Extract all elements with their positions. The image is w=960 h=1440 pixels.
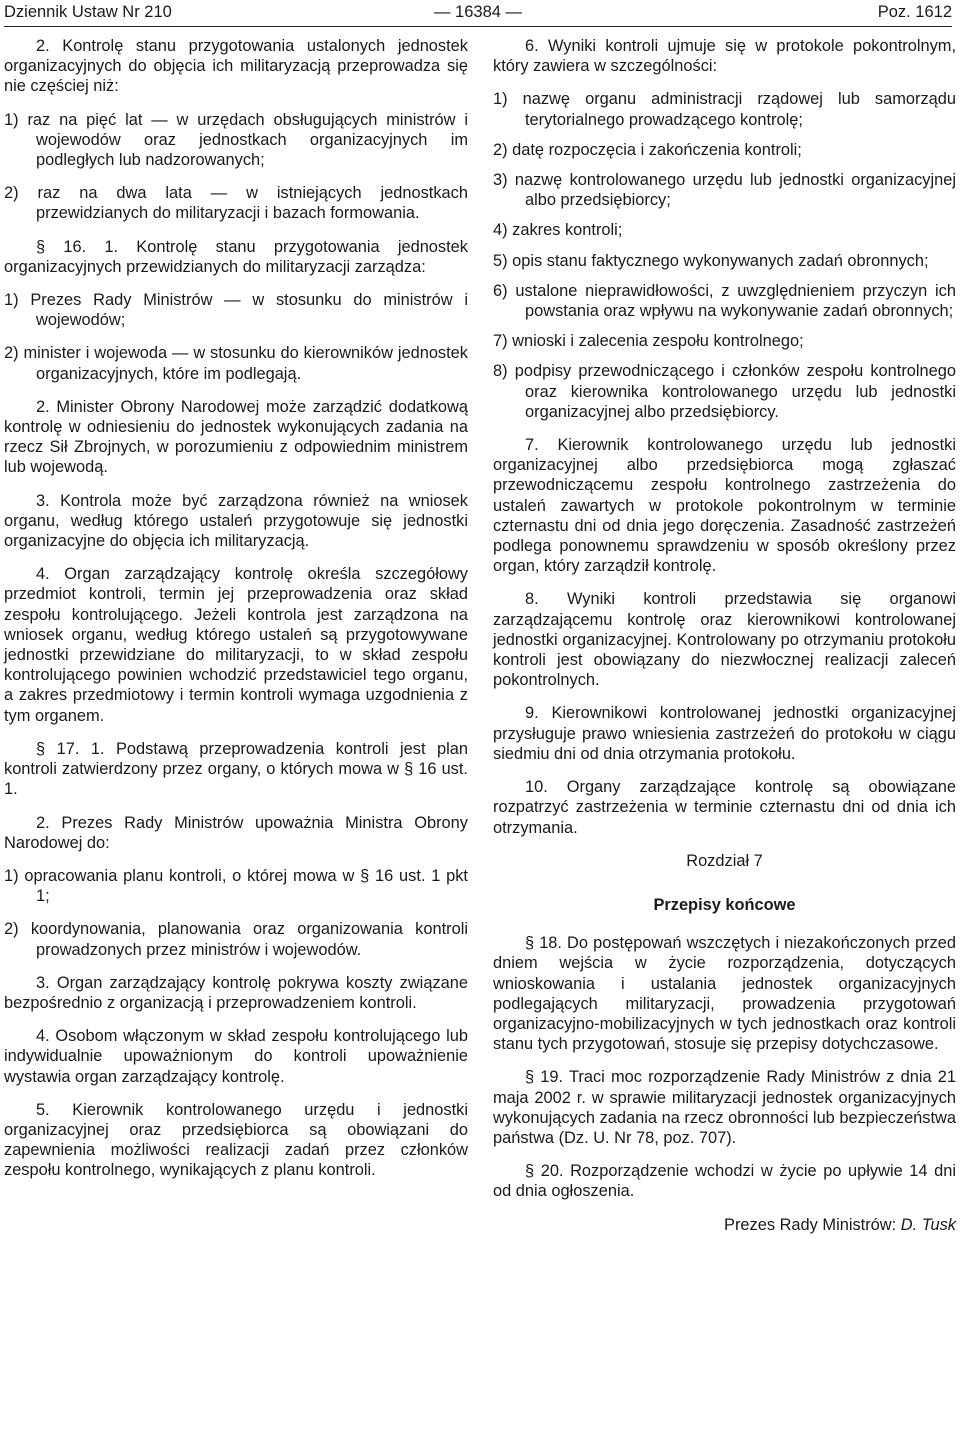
paragraph-16-2b: 2. Minister Obrony Narodowej może zarządzić dodatkową kontrolę w odniesieniu do jednostek wykonujących zadania na rzecz Sił Zbrojnych, w porozumieniu z odpowiednim ministrem lub wojewodą.: [4, 397, 468, 477]
chapter-heading: Rozdział 7: [686, 851, 763, 870]
list-item: 8) podpisy przewodniczącego i członków zespołu kontrolnego oraz kierownika kontrolowanego urzędu lub jednostki organizacyjnej albo przedsiębiorcy.: [493, 362, 956, 421]
left-column: [4, 36, 468, 1194]
page-header: [4, 0, 952, 28]
section-16-1: § 16. 1. Kontrolę stanu przygotowania jednostek organizacyjnych przewidzianych do militaryzacji zarządza:: [4, 237, 468, 276]
list-item: 2) datę rozpoczęcia i zakończenia kontroli;: [493, 140, 802, 159]
list-item: 1) nazwę organu administracji rządowej lub samorządu terytorialnego prowadzącego kontrolę;: [493, 90, 956, 129]
paragraph-17-7: 7. Kierownik kontrolowanego urzędu lub jednostki organizacyjnej albo przedsiębiorca mogą zgłaszać przewodniczącemu zespołu kontrolnego zastrzeżenia do ustaleń zawartych w protokole pokontrolnym w terminie czternastu dni od dnia jego doręczenia. Zasadność zastrzeżeń podlega ponownemu sprawdzeniu w sposób określony przez organ, który zarządził kontrolę.: [493, 436, 956, 576]
paragraph-16-2: 2. Kontrolę stanu przygotowania ustalonych jednostek organizacyjnych do objęcia ich militaryzacją przeprowadza się nie częściej niż:: [4, 37, 468, 96]
list-item: 1) raz na pięć lat — w urzędach obsługujących ministrów i wojewodów oraz jednostkach organizacyjnych im podległych lub nadzorowanych;: [4, 110, 468, 170]
section-19: § 19. Traci moc rozporządzenie Rady Ministrów z dnia 21 maja 2002 r. w sprawie militaryzacji jednostek organizacyjnych wykonujących zadania na rzecz obronności lub bezpieczeństwa państwa (Dz. U. Nr 78, poz. 707).: [493, 1068, 956, 1147]
paragraph-17-3: 3. Organ zarządzający kontrolę pokrywa koszty związane bezpośrednio z organizacją i przeprowadzeniem kontroli.: [4, 973, 468, 1012]
paragraph-17-2: 2. Prezes Rady Ministrów upoważnia Ministra Obrony Narodowej do:: [4, 813, 468, 852]
paragraph-16-4: 4. Organ zarządzający kontrolę określa szczegółowy przedmiot kontroli, termin jej przeprowadzenia oraz skład zespołu kontrolującego. Jeżeli kontrola jest zarządzona na wniosek organu, według którego ustaleń są przygotowywane jednostki przewidziane do militaryzacji, to w skład zespołu kontrolującego powinien wchodzić przedstawiciel tego organu, a zakres przedmiotowy i termin kontroli wymaga uzgodnienia z tym organem.: [4, 565, 468, 725]
position-number: Poz. 1612: [877, 3, 952, 21]
section-17-1: § 17. 1. Podstawą przeprowadzenia kontroli jest plan kontroli zatwierdzony przez organy, o których mowa w § 16 ust. 1.: [4, 739, 468, 799]
journal-title: Dziennik Ustaw Nr 210: [4, 3, 172, 21]
list-item: 6) ustalone nieprawidłowości, z uwzględnieniem przyczyn ich powstania oraz wpływu na wykonywanie zadań obronnych;: [493, 281, 956, 321]
header-divider: [4, 26, 952, 27]
signature-role: Prezes Rady Ministrów:: [724, 1215, 901, 1234]
paragraph-17-8: 8. Wyniki kontroli przedstawia się organowi zarządzającemu kontrolę oraz kierownikowi kontrolowanej jednostki organizacyjnej. Kontrolowany po otrzymaniu protokołu kontroli jest obowiązany do niezwłocznej realizacji zaleceń pokontrolnych.: [493, 590, 956, 690]
list-item: 2) raz na dwa lata — w istniejących jednostkach przewidzianych do militaryzacji i bazach formowania.: [4, 184, 468, 223]
chapter-title: Przepisy końcowe: [653, 895, 796, 914]
list-item: 5) opis stanu faktycznego wykonywanych zadań obronnych;: [493, 251, 929, 270]
section-18: § 18. Do postępowań wszczętych i niezakończonych przed dniem wejścia w życie rozporządzenia, dotyczących wnioskowania i ustalania jednostek organizacyjnych podlegających militaryzacji, prowadzenia przygotowań organizacyjno-mobilizacyjnych w tych jednostkach oraz kontroli stanu tych przygotowań, stosuje się przepisy dotychczasowe.: [493, 934, 956, 1054]
right-column: [493, 36, 956, 1235]
list-item: 3) nazwę kontrolowanego urzędu lub jednostki organizacyjnej albo przedsiębiorcy;: [493, 171, 956, 210]
list-item: 1) opracowania planu kontroli, o której mowa w § 16 ust. 1 pkt 1;: [4, 866, 468, 906]
list-item: 4) zakres kontroli;: [493, 221, 623, 240]
list-item: 7) wnioski i zalecenia zespołu kontrolnego;: [493, 332, 804, 351]
page-number: — 16384 —: [433, 3, 523, 21]
signature-name: D. Tusk: [900, 1215, 956, 1234]
list-item: 2) koordynowania, planowania oraz organizowania kontroli prowadzonych przez ministrów i wojewodów.: [4, 920, 468, 959]
paragraph-17-4: 4. Osobom włączonym w skład zespołu kontrolującego lub indywidualnie upoważnionym do kontroli upoważnienie wystawia organ zarządzający kontrolę.: [4, 1027, 468, 1086]
list-item: 1) Prezes Rady Ministrów — w stosunku do ministrów i wojewodów;: [4, 291, 468, 330]
paragraph-17-6: 6. Wyniki kontroli ujmuje się w protokole pokontrolnym, który zawiera w szczególności:: [493, 37, 956, 76]
section-20: § 20. Rozporządzenie wchodzi w życie po upływie 14 dni od dnia ogłoszenia.: [493, 1162, 956, 1201]
paragraph-17-10: 10. Organy zarządzające kontrolę są obowiązane rozpatrzyć zastrzeżenia w terminie czternastu dni od dnia ich otrzymania.: [493, 778, 956, 837]
paragraph-17-5: 5. Kierownik kontrolowanego urzędu i jednostki organizacyjnej oraz przedsiębiorca są obowiązani do zapewnienia możliwości realizacji zadań przez członków zespołu kontrolnego, wynikających z planu kontroli.: [4, 1100, 468, 1180]
signature-block: [493, 1215, 956, 1235]
list-item: 2) minister i wojewoda — w stosunku do kierowników jednostek organizacyjnych, które im podlegają.: [4, 344, 468, 383]
paragraph-17-9: 9. Kierownikowi kontrolowanej jednostki organizacyjnej przysługuje prawo wniesienia zastrzeżeń do protokołu w ciągu siedmiu dni od dnia otrzymania protokołu.: [493, 704, 956, 763]
paragraph-16-3: 3. Kontrola może być zarządzona również na wniosek organu, według którego ustaleń przygotowuje się jednostki organizacyjne do objęcia ich militaryzacją.: [4, 491, 468, 551]
